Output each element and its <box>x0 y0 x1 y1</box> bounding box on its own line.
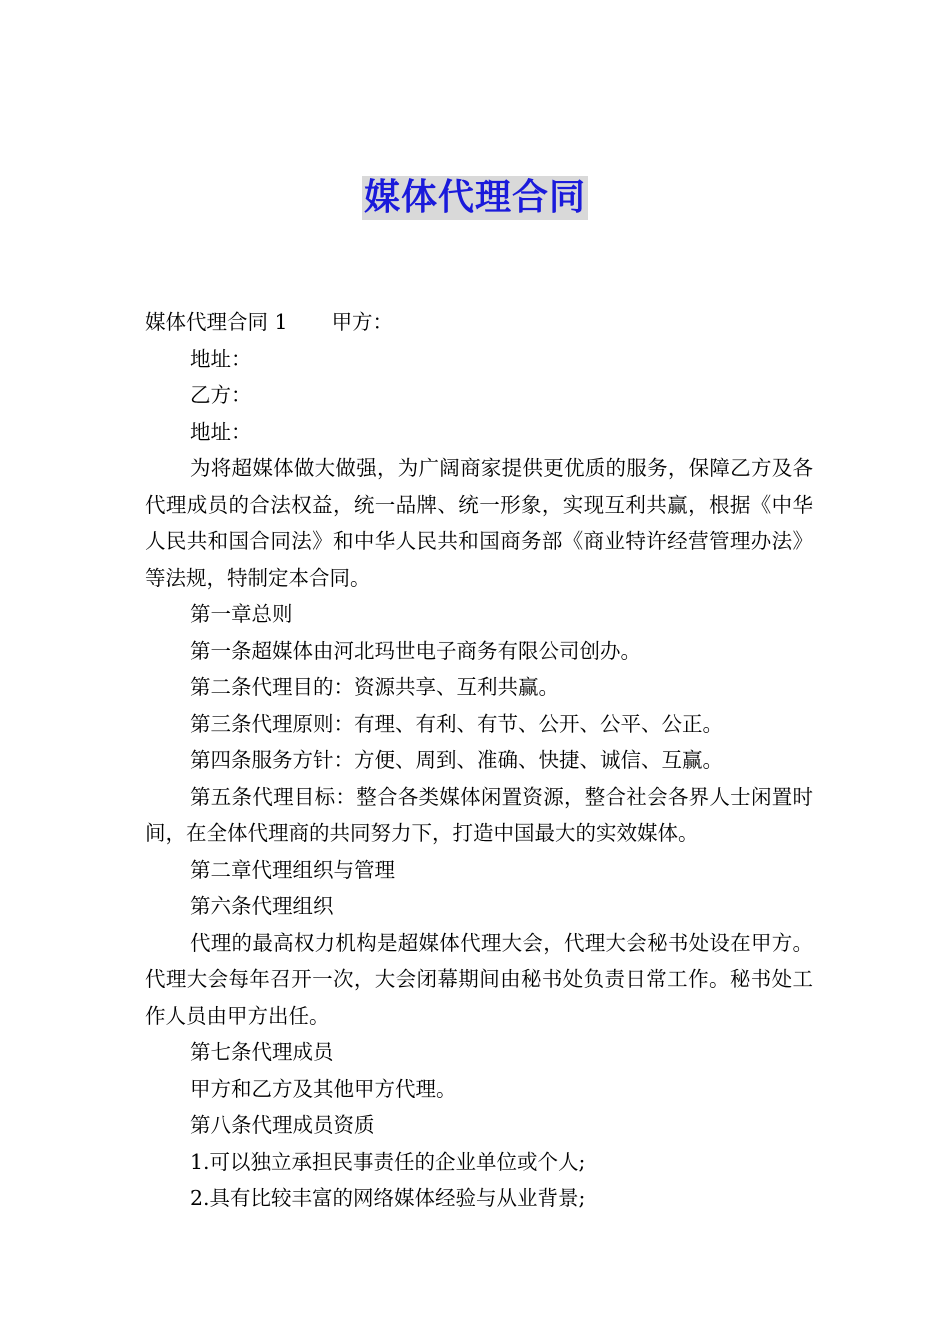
article-paragraph: 第二条代理目的：资源共享、互利共赢。 <box>190 675 559 699</box>
list-item: 1.可以独立承担民事责任的企业单位或个人; <box>190 1149 586 1174</box>
list-item: 2.具有比较丰富的网络媒体经验与从业背景; <box>190 1186 586 1210</box>
document-title: 媒体代理合同 <box>363 177 586 218</box>
party-a-label: 甲方： <box>331 310 394 334</box>
article-paragraph: 第五条代理目标：整合各类媒体闲置资源，整合社会各界人士闲置时间，在全体代理商的共同努力下，打造中国最大的实效媒体。 <box>145 784 813 845</box>
article-heading: 第八条代理成员资质 <box>190 1113 375 1137</box>
first-line <box>145 304 813 341</box>
document-body <box>145 304 813 1217</box>
paragraph-address-a: 地址： <box>190 346 252 371</box>
article-heading: 第六条代理组织 <box>190 894 334 918</box>
title-container <box>0 176 950 220</box>
article-paragraph: 甲方和乙方及其他甲方代理。 <box>190 1076 457 1101</box>
chapter-heading: 第一章总则 <box>190 602 293 626</box>
article-paragraph: 第一条超媒体由河北玛世电子商务有限公司创办。 <box>190 638 641 663</box>
chapter-heading: 第二章代理组织与管理 <box>190 857 395 882</box>
contract-number-label: 媒体代理合同 1 <box>145 310 288 334</box>
paragraph-address-b: 地址： <box>190 419 252 444</box>
article-paragraph: 第三条代理原则：有理、有利、有节、公开、公平、公正。 <box>190 711 723 736</box>
article-paragraph: 第四条服务方针：方便、周到、准确、快捷、诚信、互赢。 <box>190 748 723 772</box>
article-heading: 第七条代理成员 <box>190 1040 334 1064</box>
paragraph-party-b: 乙方： <box>190 383 252 407</box>
paragraph-preamble: 为将超媒体做大做强，为广阔商家提供更优质的服务，保障乙方及各代理成员的合法权益，统一品牌、统一形象，实现互利共赢，根据《中华人民共和国合同法》和中华人民共和国商务部《商业特许经营管理办法》等法规，特制定本合同。 <box>145 456 813 590</box>
article-paragraph: 代理的最高权力机构是超媒体代理大会，代理大会秘书处设在甲方。代理大会每年召开一次，大会闭幕期间由秘书处负责日常工作。秘书处工作人员由甲方出任。 <box>145 930 813 1028</box>
